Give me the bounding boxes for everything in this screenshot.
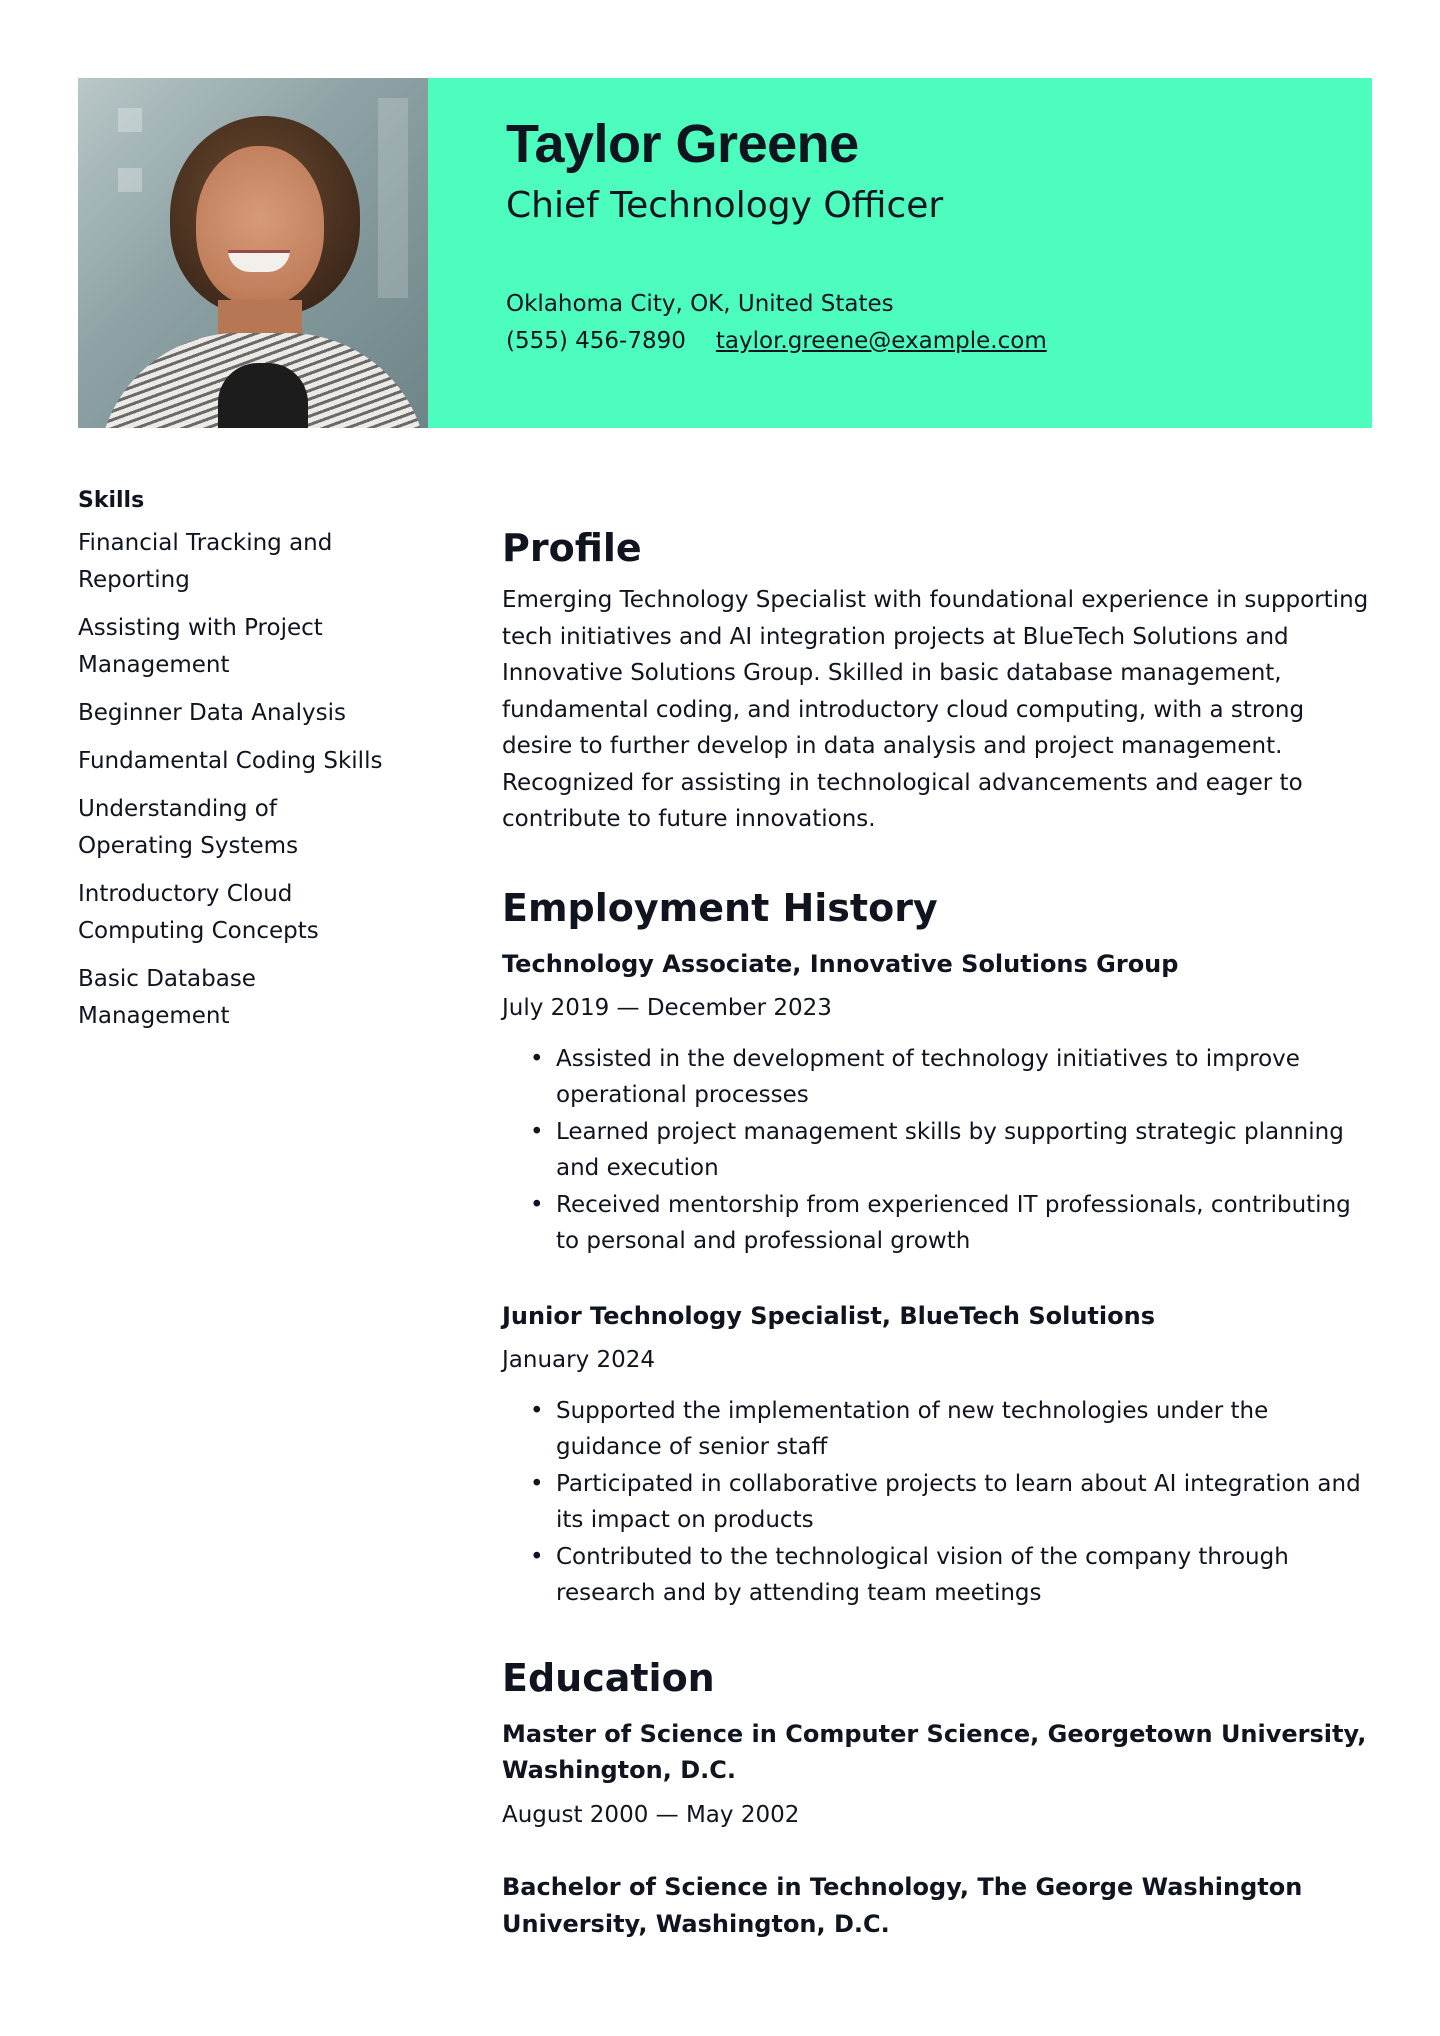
profile-text: Emerging Technology Specialist with foundational experience in supporting tech initiatives and AI integration projects at BlueTech Solutions and Innovative Solutions Group. Skilled in basic database management, fundamental coding, and introductory cloud computing, with a strong desire to further develop in data analysis and project management. Recognized for assisting in technological advancements and eager to contribute to future innovations.: [502, 587, 1369, 832]
job-bullet: • Contributed to the technological vision of the company through research and by attending team meetings: [556, 1539, 1372, 1612]
job-dates: July 2019 — December 2023: [502, 995, 832, 1021]
education-entry: [502, 1869, 1372, 1942]
email-link[interactable]: taylor.greene@example.com: [715, 327, 1047, 354]
phone: (555) 456-7890: [506, 327, 686, 354]
job-bullet: • Participated in collaborative projects to learn about AI integration and its impact on products: [556, 1466, 1372, 1539]
job-title: Junior Technology Specialist, BlueTech Solutions: [502, 1301, 1155, 1330]
job-bullet: • Received mentorship from experienced IT professionals, contributing to personal and professional growth: [556, 1187, 1372, 1260]
job-bullet: • Learned project management skills by supporting strategic planning and execution: [556, 1114, 1372, 1187]
job-entry: [502, 946, 1372, 1260]
contact-info: [506, 286, 1372, 360]
skill-item: Assisting with Project Management: [78, 615, 323, 678]
job-dates: January 2024: [502, 1347, 656, 1373]
header-banner: [428, 78, 1372, 428]
candidate-name: Taylor Greene: [506, 114, 859, 174]
degree: Master of Science in Computer Science, Georgetown University, Washington, D.C.: [502, 1719, 1367, 1784]
location: Oklahoma City, OK, United States: [506, 290, 894, 317]
job-bullet: • Supported the implementation of new technologies under the guidance of senior staff: [556, 1393, 1372, 1466]
skill-item: Financial Tracking and Reporting: [78, 530, 333, 593]
resume-header: [78, 78, 1372, 428]
job-bullets: [502, 1041, 1372, 1260]
sidebar: [78, 488, 398, 1046]
job-entry: [502, 1298, 1372, 1612]
degree: Bachelor of Science in Technology, The George Washington University, Washington, D.C.: [502, 1873, 1303, 1938]
main-content: [502, 520, 1372, 1978]
profile-heading: Profile: [502, 526, 642, 570]
skill-item: Beginner Data Analysis: [78, 700, 346, 726]
candidate-title: Chief Technology Officer: [506, 184, 944, 226]
education-heading: Education: [502, 1655, 715, 1700]
job-bullet: • Assisted in the development of technology initiatives to improve operational processes: [556, 1041, 1372, 1114]
job-bullets: [502, 1393, 1372, 1612]
skill-item: Basic Database Management: [78, 966, 256, 1029]
skill-item: Understanding of Operating Systems: [78, 796, 299, 859]
job-title: Technology Associate, Innovative Solutions Group: [502, 949, 1179, 978]
education-entry: [502, 1716, 1372, 1834]
employment-heading: Employment History: [502, 885, 938, 930]
skill-item: Introductory Cloud Computing Concepts: [78, 881, 319, 944]
skills-heading: Skills: [78, 488, 145, 513]
profile-photo: [78, 78, 428, 428]
education-dates: August 2000 — May 2002: [502, 1801, 800, 1828]
skill-item: Fundamental Coding Skills: [78, 748, 383, 774]
